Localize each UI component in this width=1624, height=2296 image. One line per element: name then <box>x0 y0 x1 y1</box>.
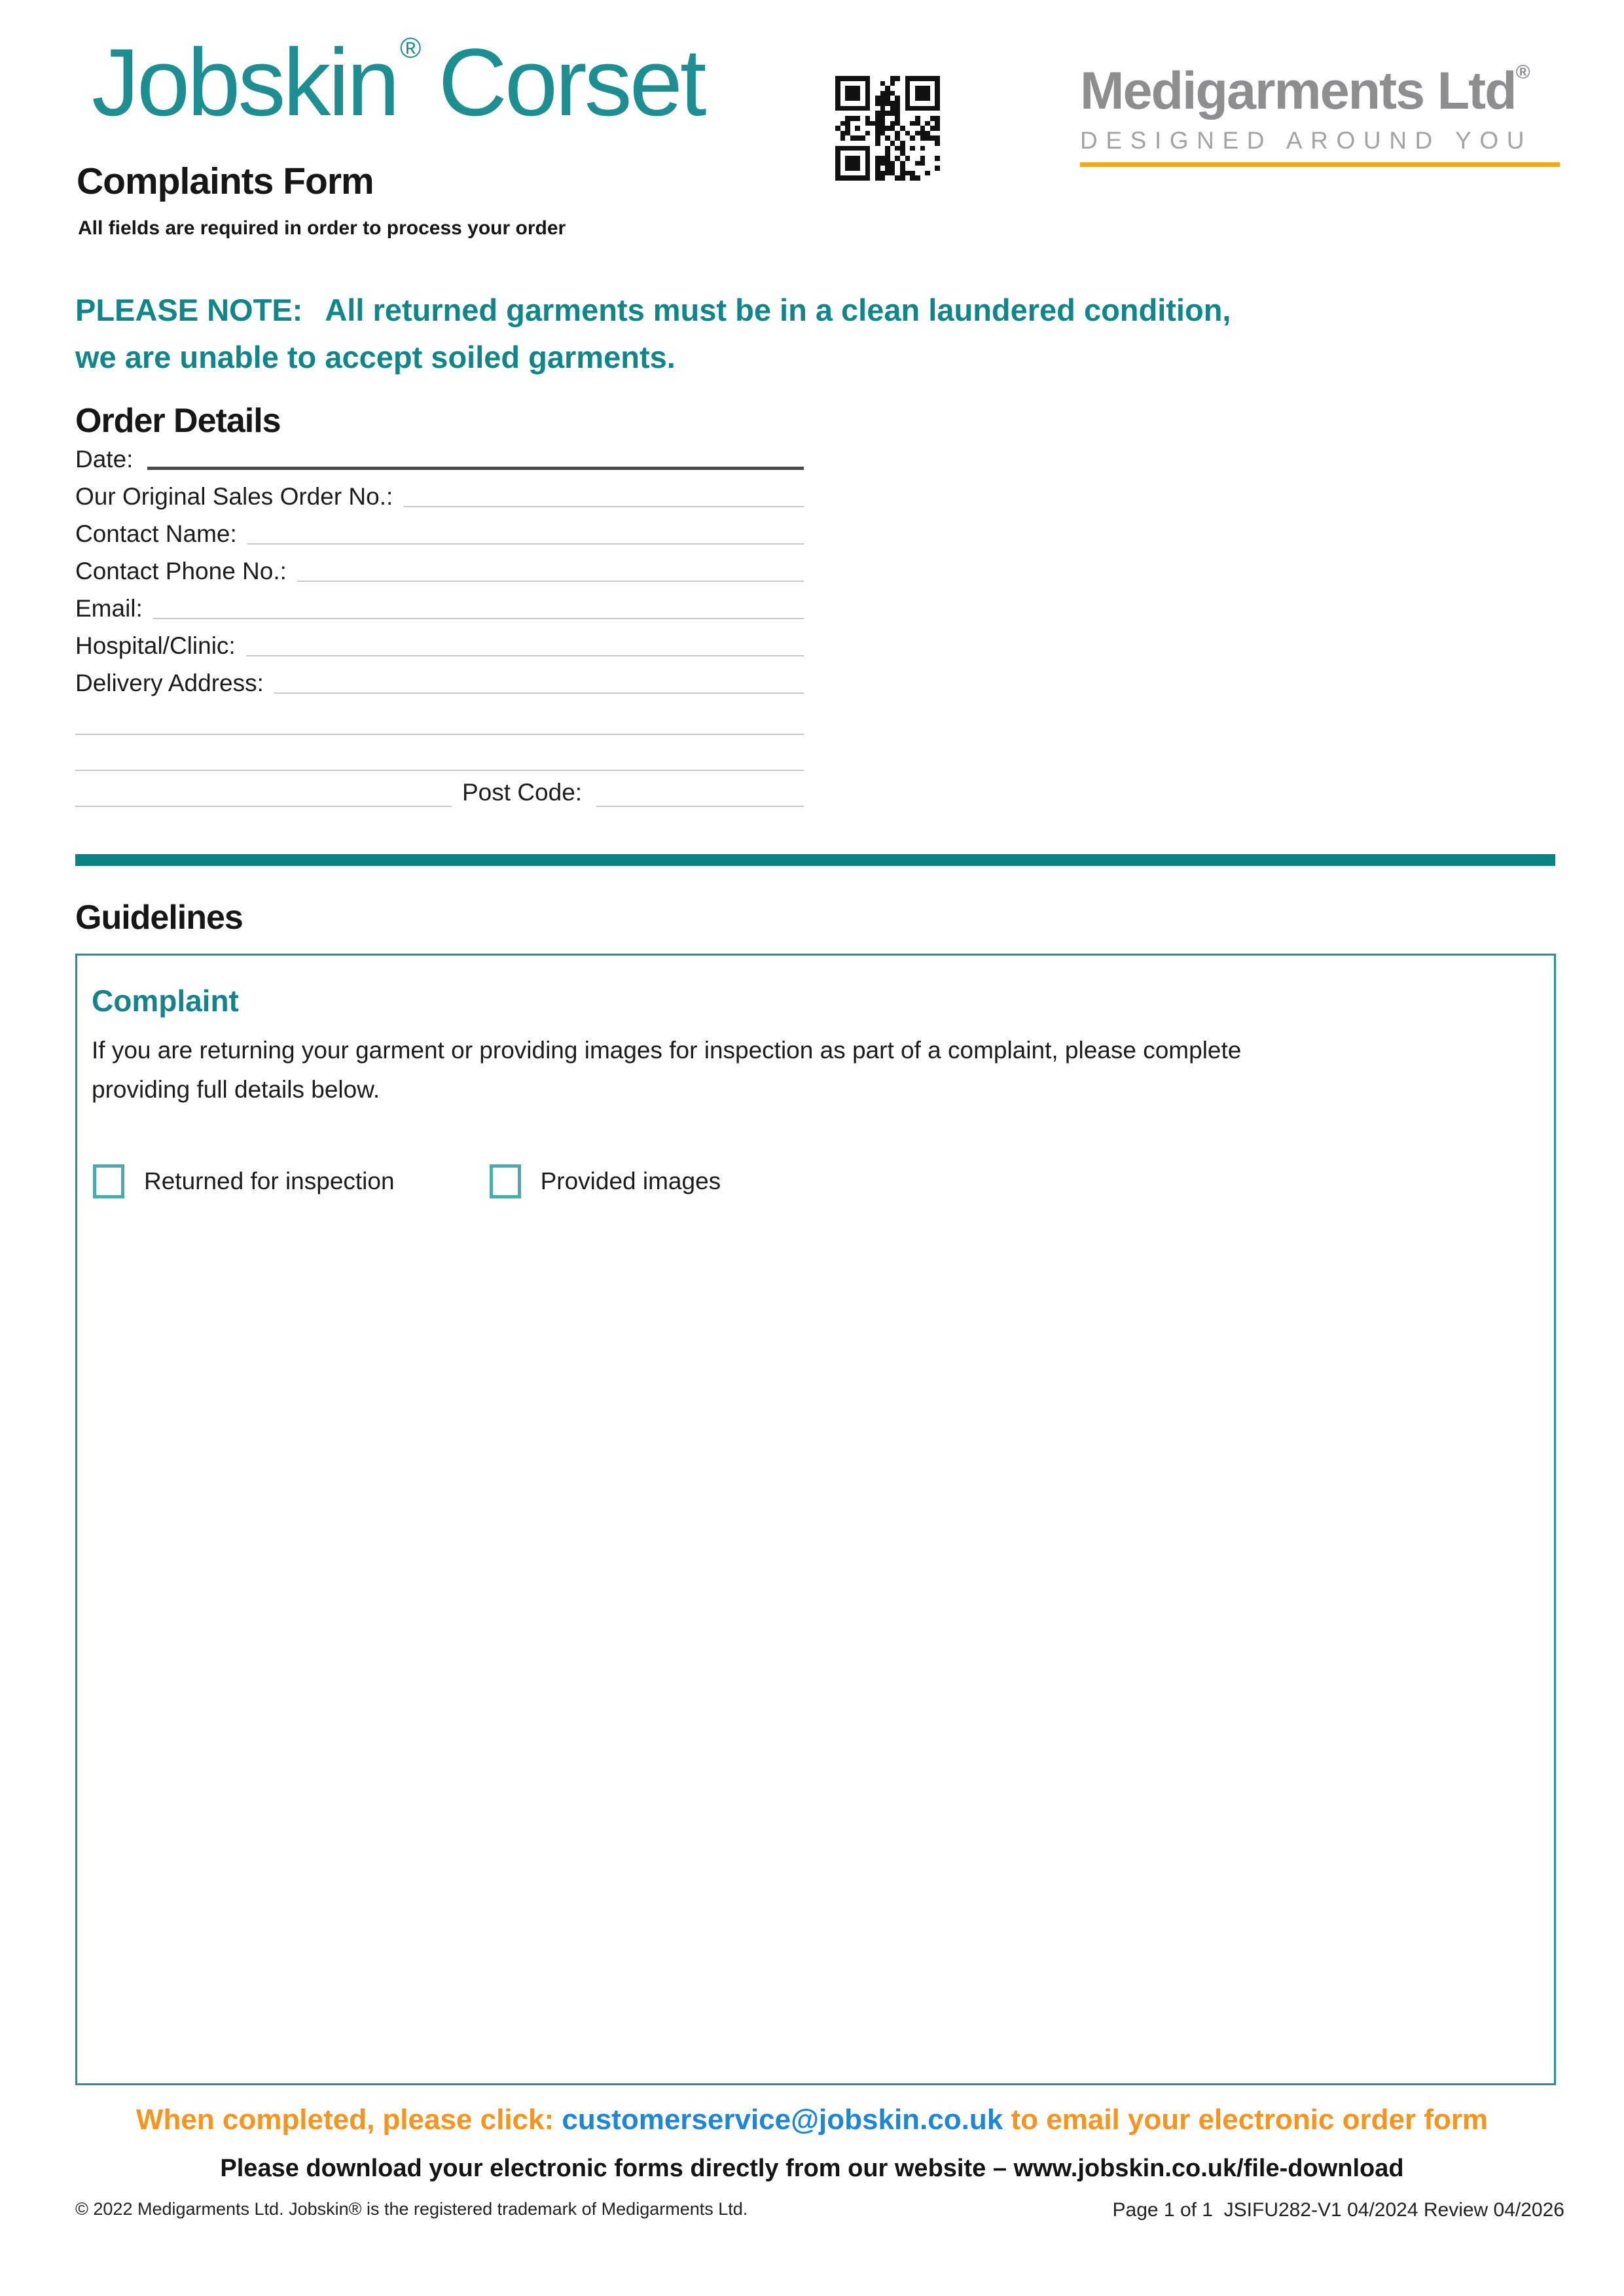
complaint-description-line1: If you are returning your garment or providing images for inspection as part of a complaint, please complete <box>92 1036 1242 1064</box>
footer-email-suffix: to email your electronic order form <box>1011 2104 1489 2136</box>
email-label: Email: <box>75 595 143 622</box>
sales-order-no-input[interactable] <box>403 480 804 507</box>
delivery-address-label: Delivery Address: <box>75 670 264 696</box>
postcode-label: Post Code: <box>462 779 583 806</box>
email-input[interactable] <box>153 592 804 619</box>
order-details-heading: Order Details <box>75 402 281 440</box>
provided-images-label: Provided images <box>540 1167 721 1194</box>
returned-for-inspection-checkbox[interactable] <box>93 1164 124 1198</box>
please-note-line2: we are unable to accept soiled garments. <box>75 340 676 374</box>
date-input[interactable] <box>147 440 804 470</box>
guidelines-heading: Guidelines <box>75 899 243 937</box>
please-note-line1: All returned garments must be in a clean laundered condition, <box>325 293 1231 327</box>
copyright-text: © 2022 Medigarments Ltd. Jobskin® is the registered trademark of Medigarments Ltd. <box>75 2199 748 2219</box>
date-label: Date: <box>75 446 134 473</box>
footer-email-instruction <box>0 2104 1624 2136</box>
date-field-row <box>75 442 804 479</box>
qr-code <box>835 76 940 181</box>
please-note-text <box>75 287 1574 381</box>
delivery-address-input[interactable] <box>274 666 804 694</box>
logo-product-text: Corset <box>438 29 704 135</box>
complaint-description <box>92 1031 1534 1109</box>
registered-trademark-icon: ® <box>1515 62 1530 83</box>
sales-order-no-label: Our Original Sales Order No.: <box>75 483 393 510</box>
form-title: Complaints Form <box>77 160 374 202</box>
provided-images-option <box>490 1164 721 1198</box>
footer-download-note: Please download your electronic forms directly from our website – www.jobskin.co.uk/file-download <box>220 2155 1404 2182</box>
delivery-address-field-row <box>75 666 804 703</box>
footer-bottom-row <box>75 2199 1564 2221</box>
contact-name-label: Contact Name: <box>75 520 237 547</box>
medigarments-logo <box>1080 63 1560 167</box>
provided-images-checkbox[interactable] <box>490 1164 521 1198</box>
logo-brand-text: Jobskin <box>92 29 398 135</box>
sales-order-no-field-row <box>75 479 804 516</box>
please-note-label: PLEASE NOTE: <box>75 293 303 327</box>
postcode-row <box>75 771 804 807</box>
complaint-heading: Complaint <box>92 984 239 1018</box>
company-tagline: DESIGNED AROUND YOU <box>1080 127 1533 154</box>
page-info-text: Page 1 of 1 JSIFU282-V1 04/2024 Review 04/2026 <box>1112 2199 1564 2221</box>
contact-name-input[interactable] <box>247 517 804 545</box>
contact-phone-field-row <box>75 554 804 591</box>
delivery-address-line3-input[interactable] <box>75 735 804 771</box>
contact-phone-label: Contact Phone No.: <box>75 558 287 584</box>
company-name <box>1080 63 1560 118</box>
hospital-clinic-field-row <box>75 628 804 666</box>
returned-for-inspection-option <box>93 1164 395 1198</box>
footer-email-prefix: When completed, please click: <box>135 2104 554 2136</box>
jobskin-corset-logo <box>92 29 704 135</box>
customer-service-email-link[interactable]: customerservice@jobskin.co.uk <box>562 2104 1003 2136</box>
delivery-address-line2-input[interactable] <box>75 703 804 735</box>
postcode-input[interactable] <box>596 780 804 807</box>
returned-for-inspection-label: Returned for inspection <box>144 1167 395 1194</box>
complaint-box <box>75 954 1556 2085</box>
registered-trademark-icon: ® <box>400 32 422 64</box>
hospital-clinic-label: Hospital/Clinic: <box>75 632 236 659</box>
teal-divider-bar <box>75 854 1555 866</box>
order-details-section <box>75 400 804 807</box>
company-name-text: Medigarments Ltd <box>1080 62 1516 120</box>
complaint-description-line2: providing full details below. <box>92 1075 380 1103</box>
complaint-checkbox-row <box>93 1164 1534 1198</box>
form-subtitle: All fields are required in order to process your order <box>78 217 566 239</box>
contact-phone-input[interactable] <box>297 554 804 582</box>
email-field-row <box>75 591 804 628</box>
contact-name-field-row <box>75 516 804 554</box>
hospital-clinic-input[interactable] <box>246 629 804 656</box>
orange-rule <box>1080 162 1560 167</box>
delivery-address-line4-input[interactable] <box>75 780 452 807</box>
